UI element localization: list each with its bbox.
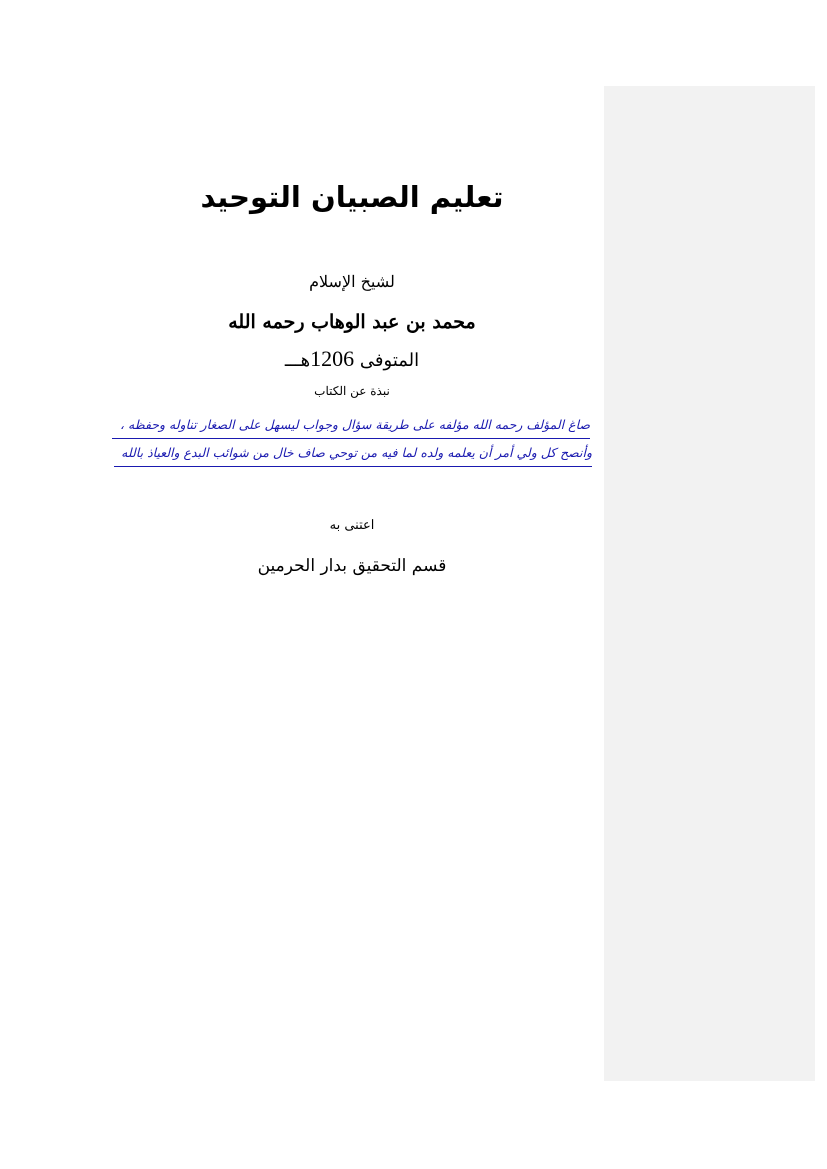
for-sheikh-line: لشيخ الإسلام [309, 272, 395, 291]
description-line-2: وأنصح كل ولي أمر أن يعلمه ولده لما فيه من توحي صاف خال من شوائب البدع والعياذ بالله [114, 440, 592, 467]
department-name: قسم التحقيق بدار الحرمين [257, 556, 447, 576]
page-content [100, 0, 604, 1169]
death-year: 1206 [310, 346, 355, 371]
description-line-1: صاغ المؤلف رحمه الله مؤلفه على طريقة سؤال وجواب ليسهل على الصغار تناوله وحفظه ، [112, 412, 590, 439]
comment-margin-panel [604, 86, 815, 1081]
author-name: محمد بن عبد الوهاب رحمه الله [228, 311, 476, 333]
book-title: تعليم الصبيان التوحيد [200, 180, 504, 214]
death-date-line [100, 346, 604, 372]
death-date-suffix: هـــ [284, 350, 311, 371]
cared-by-label: اعتنى به [329, 518, 375, 533]
about-book-label: نبذة عن الكتاب [314, 384, 390, 398]
death-date-prefix: المتوفى [359, 350, 420, 371]
